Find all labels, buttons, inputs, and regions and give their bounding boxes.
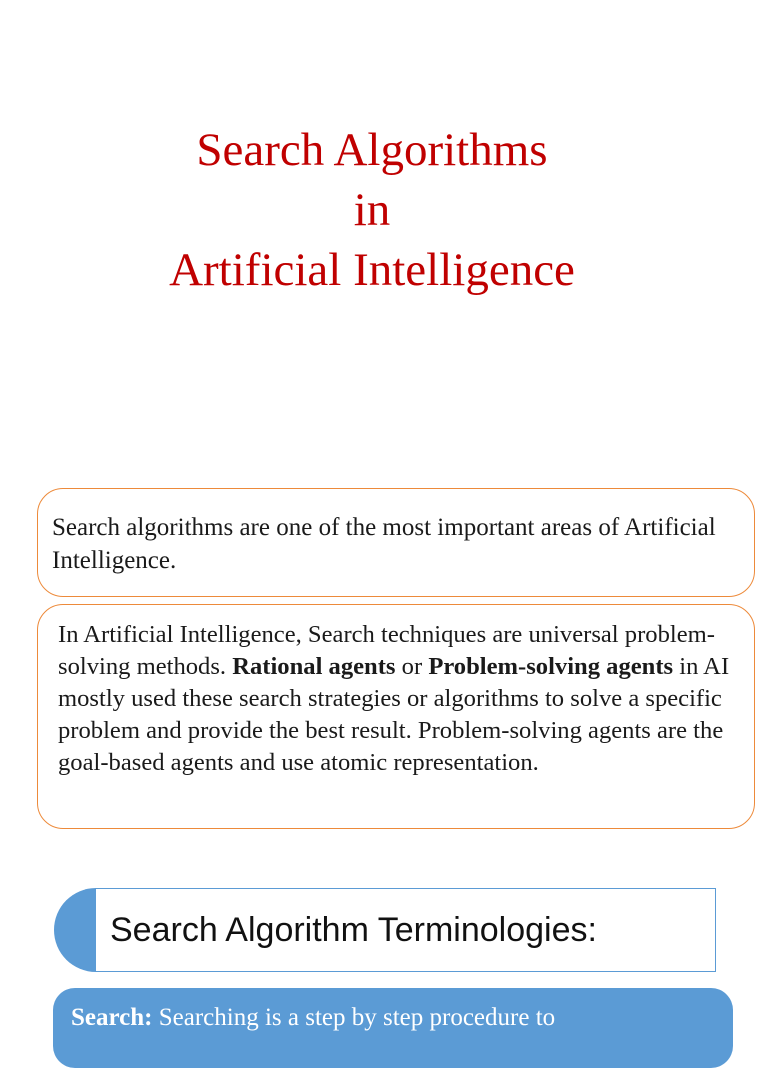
detail-bold-problem-solving-agents: Problem-solving agents — [428, 653, 674, 680]
detail-text-part-1: In Artificial Intelligence, Search techniques are universal problem-solving methods. — [58, 621, 715, 680]
intro-text: Search algorithms are one of the most important areas of Artificial Intelligence. — [52, 514, 716, 574]
terminology-header — [54, 888, 716, 972]
detail-text-part-3: in AI mostly used these search strategies or algorithms to solve a specific problem and provide the best result. Problem-solving agents are the goal-based agents and use atomic representation. — [58, 653, 730, 776]
title-line-3: Artificial Intelligence — [169, 244, 575, 296]
intro-text-box — [37, 488, 755, 597]
definition-term: Search: — [71, 1004, 153, 1031]
detail-text-part-2: or — [395, 653, 429, 680]
definition-text: Searching is a step by step procedure to — [152, 1004, 556, 1031]
terminology-header-box — [95, 888, 716, 972]
slide-title — [0, 120, 744, 300]
title-line-2: in — [353, 184, 391, 236]
search-definition-box — [53, 988, 733, 1068]
detail-bold-rational-agents: Rational agents — [232, 653, 396, 680]
title-line-1: Search Algorithms — [196, 124, 548, 176]
detail-text-box — [37, 604, 755, 829]
terminology-header-text: Search Algorithm Terminologies: — [110, 910, 597, 949]
